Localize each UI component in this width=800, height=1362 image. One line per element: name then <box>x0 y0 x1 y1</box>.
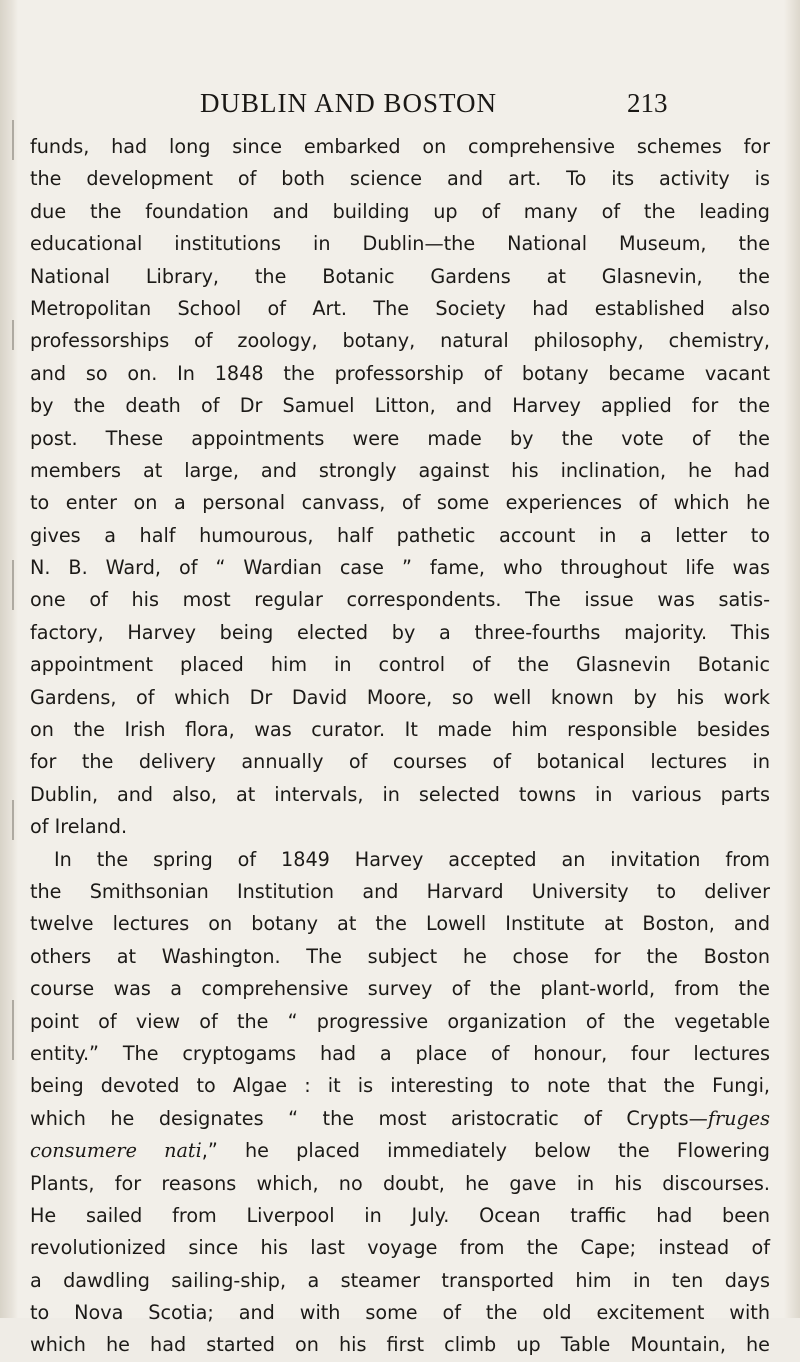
text-line: by the death of Dr Samuel Litton, and Harvey applied for the <box>30 394 770 418</box>
text-line: to Nova Scotia; and with some of the old excitement with <box>30 1301 770 1325</box>
italic-text: fruges <box>707 1106 770 1130</box>
page-gutter-right <box>784 0 800 1318</box>
text-line: gives a half humourous, half pathetic account in a letter to <box>30 523 770 547</box>
text-line <box>30 1135 770 1167</box>
text-line: on the Irish flora, was curator. It made him responsible besides <box>30 718 770 742</box>
text-line: He sailed from Liverpool in July. Ocean traffic had been <box>30 1203 770 1227</box>
text-line: Plants, for reasons which, no doubt, he gave in his discourses. <box>30 1171 770 1195</box>
text-line: Dublin, and also, at intervals, in selected towns in various parts <box>30 782 770 806</box>
text-line: a dawdling sailing-ship, a steamer transported him in ten days <box>30 1268 770 1292</box>
text-line: course was a comprehensive survey of the plant-world, from the <box>30 977 770 1001</box>
text-line: others at Washington. The subject he chose for the Boston <box>30 944 770 968</box>
binding-edge-mark <box>12 800 14 840</box>
text-line: revolutionized since his last voyage from the Cape; instead of <box>30 1236 770 1260</box>
text-line: funds, had long since embarked on comprehensive schemes for <box>30 135 770 158</box>
text-line: members at large, and strongly against his inclination, he had <box>30 458 770 482</box>
text-line: of Ireland. <box>30 815 128 839</box>
text-line <box>30 1103 770 1135</box>
text-line: point of view of the “ progressive organization of the vegetable <box>30 1009 770 1033</box>
text-line: and so on. In 1848 the professorship of botany became vacant <box>30 361 770 385</box>
text-line: N. B. Ward, of “ Wardian case ” fame, who throughout life was <box>30 556 770 580</box>
text-segment: which he designates “ the most aristocratic of Crypts— <box>30 1106 708 1130</box>
page-gutter-left <box>0 0 18 1318</box>
text-line: to enter on a personal canvass, of some experiences of which he <box>30 491 770 515</box>
text-line: educational institutions in Dublin—the National Museum, the <box>30 232 770 256</box>
text-line: for the delivery annually of courses of botanical lectures in <box>30 750 770 774</box>
body-text <box>30 131 770 1362</box>
text-line: Gardens, of which Dr David Moore, so well known by his work <box>30 685 770 709</box>
text-line: In the spring of 1849 Harvey accepted an invitation from <box>54 847 770 871</box>
running-title: DUBLIN AND BOSTON <box>200 88 498 118</box>
italic-text: consumere nati <box>30 1139 202 1163</box>
text-line: which he had started on his first climb up Table Mountain, he <box>30 1333 770 1357</box>
text-line: twelve lectures on botany at the Lowell Institute at Boston, and <box>30 912 770 936</box>
text-segment: ,” he placed immediately below the Flowering <box>201 1139 770 1163</box>
text-line: Metropolitan School of Art. The Society had established also <box>30 296 770 320</box>
page-header <box>0 88 800 128</box>
text-line: one of his most regular correspondents. The issue was satis- <box>30 588 770 612</box>
binding-edge-mark <box>12 1000 14 1060</box>
binding-edge-mark <box>12 560 14 610</box>
text-line: professorships of zoology, botany, natural philosophy, chemistry, <box>30 329 770 353</box>
text-line: the development of both science and art. To its activity is <box>30 167 770 191</box>
text-line: post. These appointments were made by the vote of the <box>30 426 770 450</box>
text-line: factory, Harvey being elected by a three-fourths majority. This <box>30 620 770 644</box>
page-number: 213 <box>627 88 668 118</box>
binding-edge-mark <box>12 320 14 350</box>
text-line: due the foundation and building up of many of the leading <box>30 199 770 223</box>
text-line: being devoted to Algae : it is interesting to note that the Fungi, <box>30 1074 770 1098</box>
text-line: National Library, the Botanic Gardens at Glasnevin, the <box>30 264 770 288</box>
text-line: entity.” The cryptogams had a place of honour, four lectures <box>30 1041 770 1065</box>
text-line: appointment placed him in control of the Glasnevin Botanic <box>30 653 770 677</box>
text-line: the Smithsonian Institution and Harvard University to deliver <box>30 879 770 903</box>
